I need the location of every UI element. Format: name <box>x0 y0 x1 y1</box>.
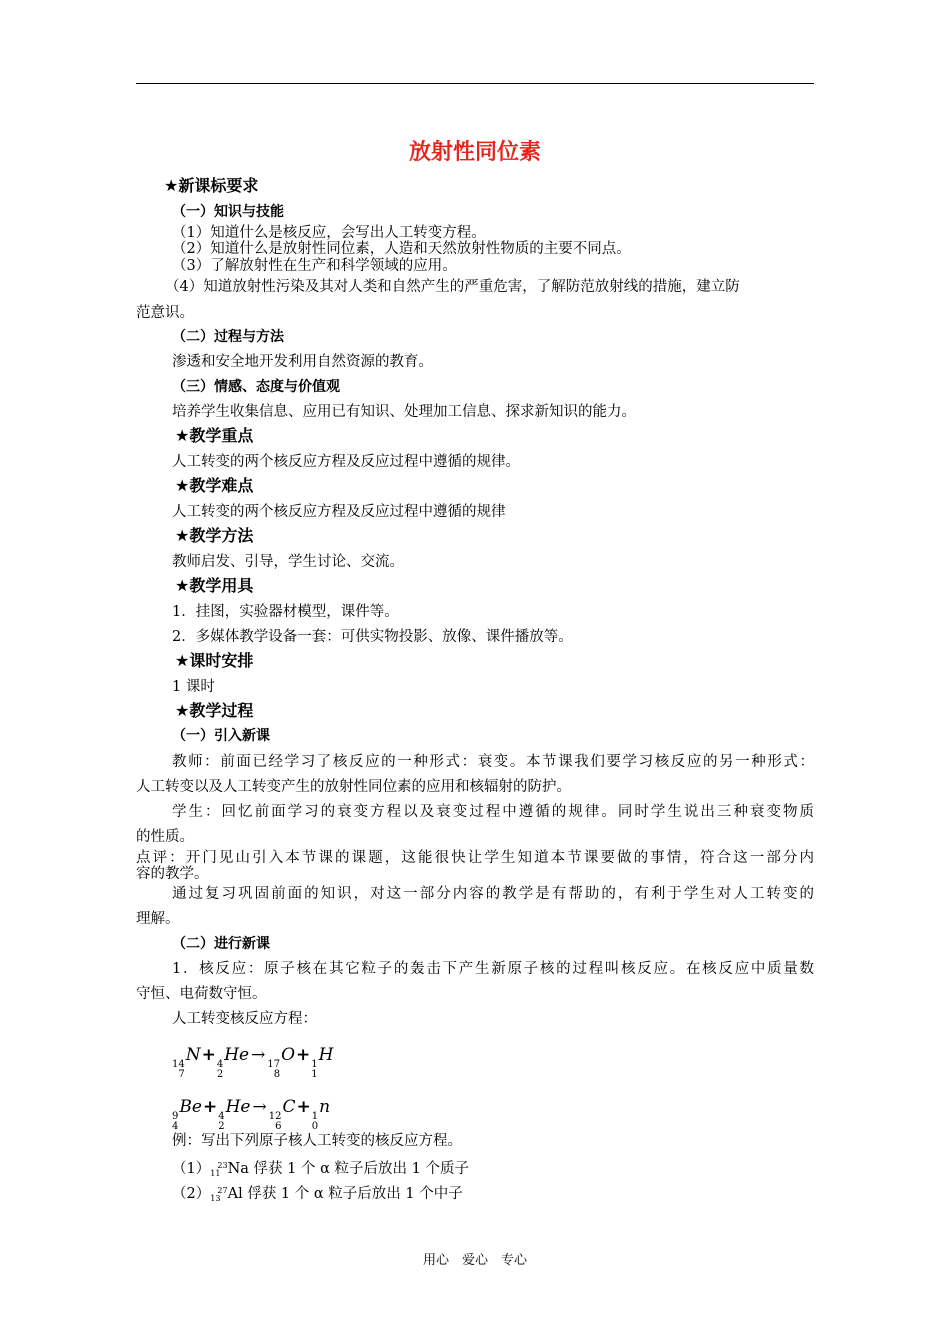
reaction-arrow: → <box>251 1045 266 1065</box>
tools-item-1: 1．挂图，实验器材模型，课件等。 <box>172 604 399 620</box>
example-intro: 例：写出下列原子核人工转变的核反应方程。 <box>172 1133 462 1149</box>
isotope-neutron: 1 0 n <box>311 1097 331 1132</box>
key-points-text: 人工转变的两个核反应方程及反应过程中遵循的规律。 <box>172 454 520 470</box>
subheading-process: （二）过程与方法 <box>172 329 284 345</box>
subheading-knowledge: （一）知识与技能 <box>172 204 284 220</box>
isotope-nitrogen: 14 7 N <box>172 1045 201 1080</box>
heading-teaching-process: ★教学过程 <box>175 701 254 720</box>
example-item-1: $(1)_{11}^{23}Na$ 俘获 1 个 α 粒子后放出 1 个质子 <box>172 1161 469 1178</box>
isotope-beryllium: 9 4 Be <box>172 1097 202 1132</box>
equation-intro: 人工转变核反应方程： <box>172 1011 317 1027</box>
isotope-carbon: 12 6 C <box>268 1097 296 1132</box>
student-line-1: 学生：回忆前面学习的衰变方程以及衰变过程中遵循的规律。同时学生说出三种衰变物质 <box>172 804 814 820</box>
heading-difficult-points: ★教学难点 <box>175 476 254 495</box>
plus-sign: + <box>201 1045 216 1065</box>
comment-line-1: 点评：开门见山引入本节课的课题，这能很快让学生知道本节课要做的事情，符合这一部分内 <box>136 850 814 866</box>
isotope-helium: 4 2 He <box>216 1045 250 1080</box>
emotion-text: 培养学生收集信息、应用已有知识、处理加工信息、探求新知识的能力。 <box>172 404 636 420</box>
nuclear-equation-2 <box>172 1097 330 1132</box>
reaction-arrow: → <box>252 1097 267 1117</box>
student-line-2: 的性质。 <box>136 829 194 845</box>
knowledge-item-4a: （4）知道放射性污染及其对人类和自然产生的严重危害，了解防范放射线的措施，建立防 <box>165 279 740 295</box>
isotope-hydrogen: 1 1 H <box>311 1045 334 1080</box>
plus-sign: + <box>202 1097 218 1117</box>
example-item-2: $(2)_{13}^{27}Al$ 俘获 1 个 α 粒子后放出 1 个中子 <box>172 1186 463 1203</box>
isotope-oxygen: 17 8 O <box>267 1045 296 1080</box>
knowledge-item-1: （1）知道什么是核反应，会写出人工转变方程。 <box>172 225 486 241</box>
document-title: 放射性同位素 <box>408 140 541 165</box>
heading-schedule: ★课时安排 <box>175 651 254 670</box>
method-text: 教师启发、引导，学生讨论、交流。 <box>172 554 404 570</box>
nuclear-reaction-line-2: 守恒、电荷数守恒。 <box>136 986 267 1002</box>
nuclear-equation-1 <box>172 1045 334 1080</box>
review-line-1: 通过复习巩固前面的知识，对这一部分内容的教学是有帮助的，有利于学生对人工转变的 <box>172 886 814 902</box>
tools-item-2: 2．多媒体教学设备一套：可供实物投影、放像、课件播放等。 <box>172 629 573 645</box>
nuclear-reaction-line-1: 1．核反应：原子核在其它粒子的轰击下产生新原子核的过程叫核反应。在核反应中质量数 <box>172 961 814 977</box>
knowledge-item-2: （2）知道什么是放射性同位素，人造和天然放射性物质的主要不同点。 <box>172 241 631 257</box>
header-rule <box>136 83 814 84</box>
teacher-line-2: 人工转变以及人工转变产生的放射性同位素的应用和核辐射的防护。 <box>136 779 571 795</box>
page-footer: 用心 爱心 专心 <box>422 1253 527 1268</box>
heading-key-points: ★教学重点 <box>175 426 254 445</box>
plus-sign: + <box>296 1045 311 1065</box>
subheading-intro: （一）引入新课 <box>172 728 270 744</box>
plus-sign: + <box>296 1097 311 1117</box>
schedule-text: 1 课时 <box>172 679 215 695</box>
review-line-2: 理解。 <box>136 911 180 927</box>
subheading-emotion: （三）情感、态度与价值观 <box>172 379 340 395</box>
heading-tools: ★教学用具 <box>175 576 254 595</box>
teacher-line-1: 教师：前面已经学习了核反应的一种形式：衰变。本节课我们要学习核反应的另一种形式： <box>172 754 814 770</box>
heading-method: ★教学方法 <box>175 526 254 545</box>
comment-line-2: 容的教学。 <box>136 866 209 882</box>
knowledge-item-3: （3）了解放射性在生产和科学领域的应用。 <box>172 258 457 274</box>
knowledge-item-4b: 范意识。 <box>136 305 194 321</box>
isotope-helium: 4 2 He <box>218 1097 251 1132</box>
heading-standards: ★新课标要求 <box>164 176 259 195</box>
difficult-points-text: 人工转变的两个核反应方程及反应过程中遵循的规律 <box>172 504 506 520</box>
subheading-new-lesson: （二）进行新课 <box>172 936 270 952</box>
process-text: 渗透和安全地开发利用自然资源的教育。 <box>172 354 433 370</box>
